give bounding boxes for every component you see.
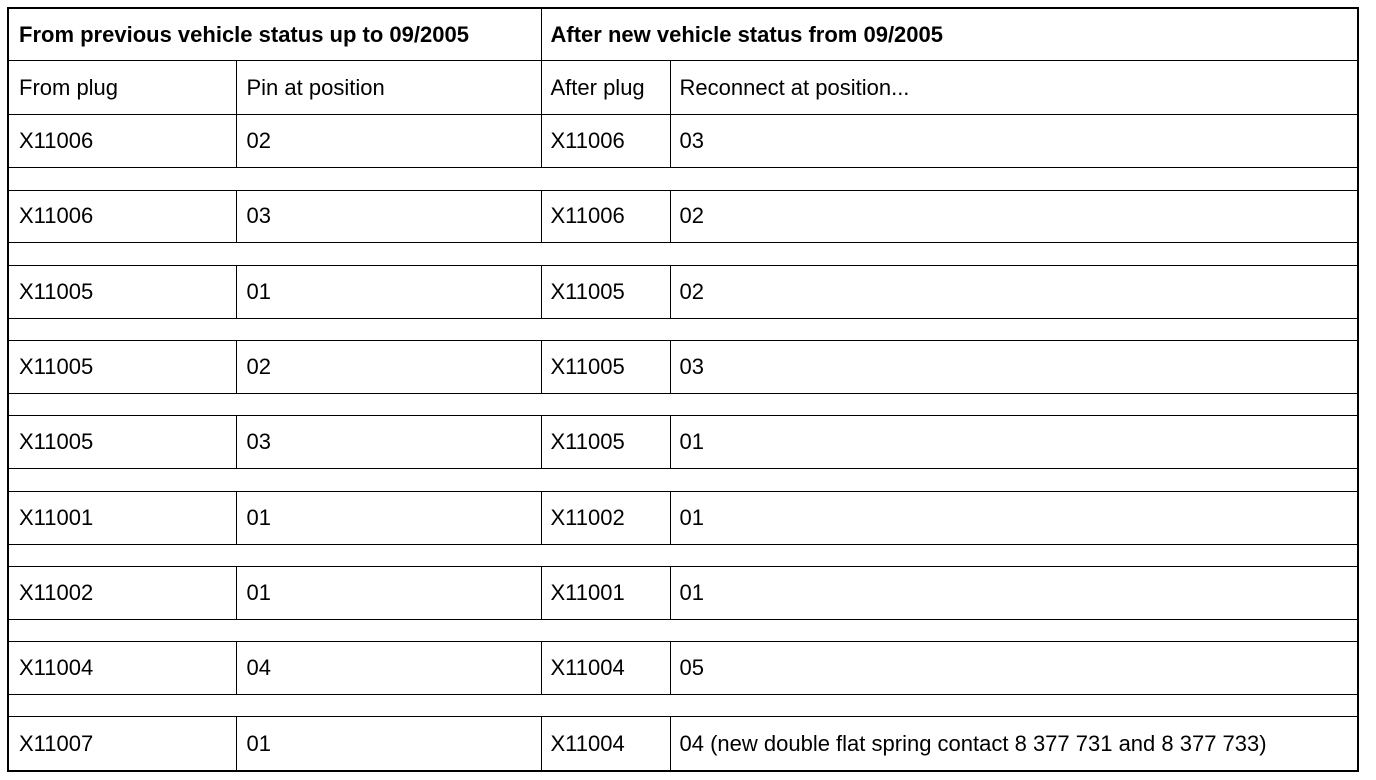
cell-pin-at-position: 02: [236, 341, 541, 394]
cell-from-plug: X11005: [9, 265, 236, 318]
cell-after-plug: X11006: [541, 190, 670, 243]
spacer-row: [9, 619, 1357, 641]
cell-pin-at-position: 01: [236, 717, 541, 770]
table-row: [9, 416, 1357, 469]
cell-reconnect-at-position: 01: [670, 566, 1357, 619]
cell-after-plug: X11006: [541, 115, 670, 168]
cell-from-plug: X11005: [9, 341, 236, 394]
cell-pin-at-position: 01: [236, 491, 541, 544]
spacer-cell: [9, 243, 1357, 265]
cell-from-plug: X11005: [9, 416, 236, 469]
cell-reconnect-at-position: 01: [670, 491, 1357, 544]
cell-from-plug: X11006: [9, 190, 236, 243]
spacer-row: [9, 318, 1357, 340]
cell-pin-at-position: 01: [236, 566, 541, 619]
cell-reconnect-at-position: 03: [670, 341, 1357, 394]
cell-after-plug: X11001: [541, 566, 670, 619]
cell-pin-at-position: 01: [236, 265, 541, 318]
spacer-cell: [9, 168, 1357, 190]
wiring-conversion-table: [9, 9, 1357, 770]
group-header-new-status: After new vehicle status from 09/2005: [541, 9, 1357, 61]
cell-after-plug: X11005: [541, 341, 670, 394]
cell-after-plug: X11005: [541, 416, 670, 469]
table-body: [9, 9, 1357, 770]
table-row: [9, 190, 1357, 243]
column-header-pin-at-position: Pin at position: [236, 61, 541, 115]
table-row: [9, 491, 1357, 544]
table-row: [9, 566, 1357, 619]
cell-pin-at-position: 03: [236, 190, 541, 243]
table-row: [9, 265, 1357, 318]
cell-reconnect-at-position: 02: [670, 265, 1357, 318]
cell-after-plug: X11005: [541, 265, 670, 318]
spacer-row: [9, 243, 1357, 265]
spacer-row: [9, 393, 1357, 415]
spacer-row: [9, 544, 1357, 566]
cell-from-plug: X11002: [9, 566, 236, 619]
table-row: [9, 717, 1357, 770]
column-header-after-plug: After plug: [541, 61, 670, 115]
cell-pin-at-position: 02: [236, 115, 541, 168]
spacer-cell: [9, 318, 1357, 340]
spacer-row: [9, 695, 1357, 717]
table-row: [9, 341, 1357, 394]
cell-pin-at-position: 03: [236, 416, 541, 469]
cell-reconnect-at-position: 04 (new double flat spring contact 8 377 731 and 8 377 733): [670, 717, 1357, 770]
column-header-reconnect-at-position: Reconnect at position...: [670, 61, 1357, 115]
cell-from-plug: X11007: [9, 717, 236, 770]
column-header-from-plug: From plug: [9, 61, 236, 115]
spacer-cell: [9, 393, 1357, 415]
group-header-row: [9, 9, 1357, 61]
cell-reconnect-at-position: 02: [670, 190, 1357, 243]
spacer-cell: [9, 695, 1357, 717]
cell-reconnect-at-position: 01: [670, 416, 1357, 469]
cell-reconnect-at-position: 03: [670, 115, 1357, 168]
spacer-row: [9, 168, 1357, 190]
column-header-row: [9, 61, 1357, 115]
spacer-cell: [9, 544, 1357, 566]
cell-reconnect-at-position: 05: [670, 642, 1357, 695]
group-header-previous-status: From previous vehicle status up to 09/2005: [9, 9, 541, 61]
cell-after-plug: X11002: [541, 491, 670, 544]
cell-after-plug: X11004: [541, 642, 670, 695]
cell-after-plug: X11004: [541, 717, 670, 770]
table-row: [9, 115, 1357, 168]
spacer-row: [9, 469, 1357, 491]
cell-from-plug: X11004: [9, 642, 236, 695]
wiring-conversion-table-frame: [7, 7, 1359, 772]
spacer-cell: [9, 619, 1357, 641]
cell-from-plug: X11006: [9, 115, 236, 168]
cell-pin-at-position: 04: [236, 642, 541, 695]
table-row: [9, 642, 1357, 695]
spacer-cell: [9, 469, 1357, 491]
cell-from-plug: X11001: [9, 491, 236, 544]
